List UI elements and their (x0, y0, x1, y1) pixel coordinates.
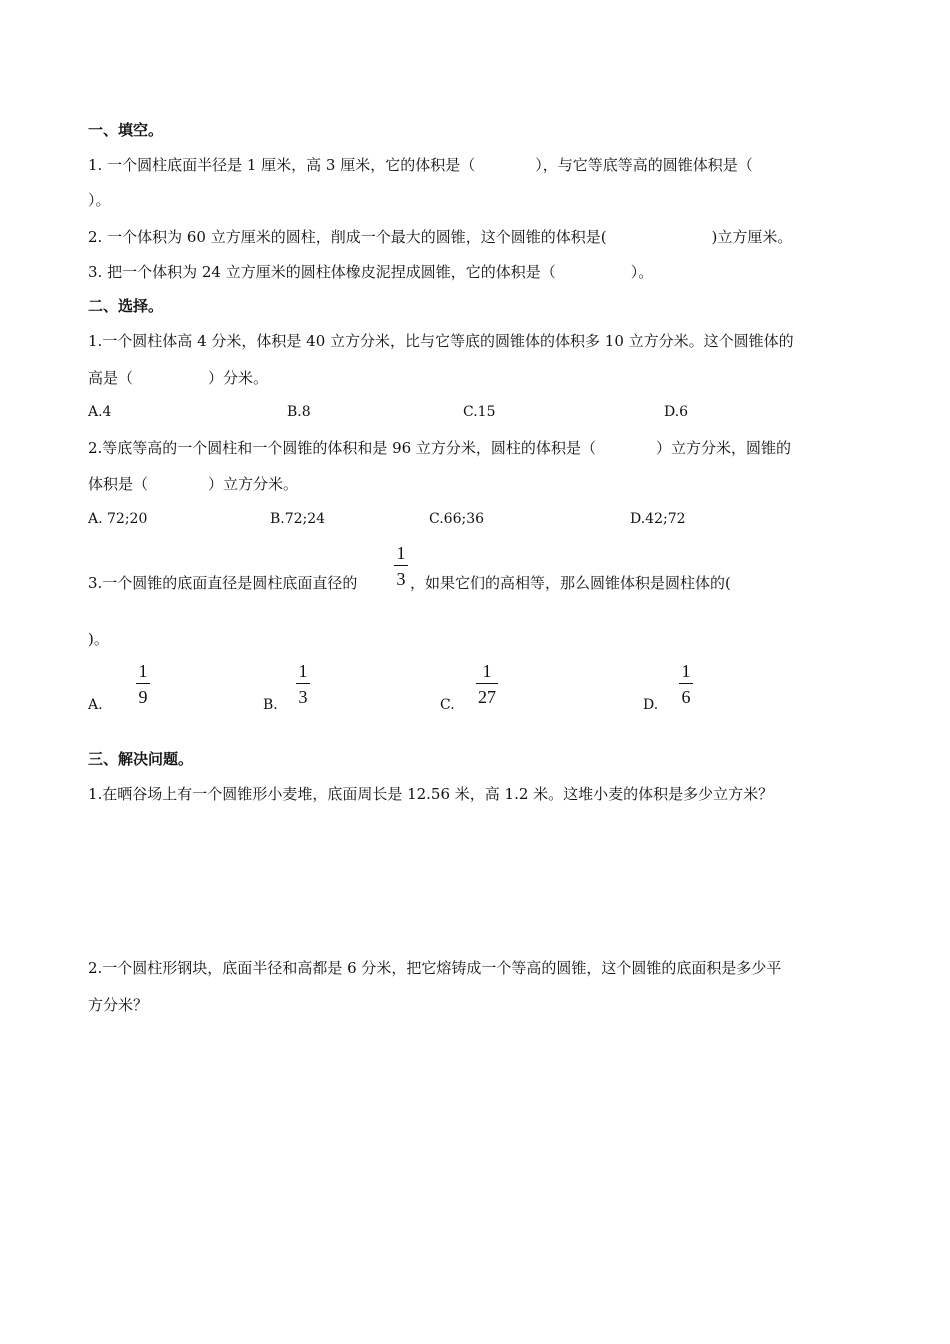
choice-q3-fraction (394, 544, 408, 588)
choice-q3-line1-end: ，如果它们的高相等，那么圆锥体积是圆柱体的( (410, 574, 731, 592)
fraction-numerator: 1 (681, 661, 691, 681)
choice-q3-line2: )。 (88, 630, 109, 648)
choice-q3-option-a-label: A. (88, 697, 103, 713)
choice-q3-option-d-fraction (679, 662, 693, 706)
fraction-numerator: 1 (298, 661, 308, 681)
fraction-denominator: 6 (681, 687, 691, 707)
choice-q3-line1-start: 3.一个圆锥的底面直径是圆柱底面直径的 (88, 574, 358, 592)
choice-q2-line1: 2.等底等高的一个圆柱和一个圆锥的体积和是 96 立方分米，圆柱的体积是（ ）立方分米，圆锥的 (88, 439, 791, 457)
fraction-denominator: 9 (138, 687, 148, 707)
fraction-bar (136, 683, 150, 684)
choice-q3-option-b-label: B. (263, 697, 278, 713)
section-1-title: 一、填空。 (88, 121, 164, 139)
fraction-denominator: 27 (478, 687, 496, 707)
fill-q2: 2. 一个体积为 60 立方厘米的圆柱，削成一个最大的圆锥，这个圆锥的体积是( )立方厘米。 (88, 228, 793, 246)
problem-q2-line1: 2.一个圆柱形钢块，底面半径和高都是 6 分米，把它熔铸成一个等高的圆锥，这个圆锥的底面积是多少平 (88, 959, 782, 977)
fraction-numerator: 1 (396, 543, 406, 563)
choice-q2-option-d: D.42;72 (630, 511, 686, 527)
choice-q1-option-b: B.8 (287, 404, 311, 420)
choice-q1-option-d: D.6 (664, 404, 689, 420)
fraction-denominator: 3 (298, 687, 308, 707)
fraction-bar (394, 565, 408, 566)
fraction-bar (679, 683, 693, 684)
choice-q3-option-a-fraction (136, 662, 150, 706)
fill-q3: 3. 把一个体积为 24 立方厘米的圆柱体橡皮泥捏成圆锥，它的体积是（ ）。 (88, 263, 654, 281)
fraction-bar (296, 683, 310, 684)
section-2-title: 二、选择。 (88, 297, 164, 315)
fill-q1-line2: ）。 (88, 191, 111, 209)
choice-q3-option-b-fraction (296, 662, 310, 706)
choice-q1-option-c: C.15 (463, 404, 496, 420)
choice-q1-line1: 1.一个圆柱体高 4 分米，体积是 40 立方分米，比与它等底的圆锥体的体积多 10 立方分米。这个圆锥体的 (88, 332, 794, 350)
choice-q3-option-c-fraction (476, 662, 498, 706)
choice-q2-line2: 体积是（ ）立方分米。 (88, 475, 299, 493)
section-3-title: 三、解决问题。 (88, 750, 194, 768)
fill-q1-line1: 1. 一个圆柱底面半径是 1 厘米，高 3 厘米，它的体积是（ ），与它等底等高的圆锥体积是（ (88, 156, 753, 174)
choice-q3-option-d-label: D. (643, 697, 659, 713)
problem-q2-line2: 方分米？ (88, 996, 149, 1014)
choice-q1-option-a: A.4 (88, 404, 112, 420)
choice-q2-option-c: C.66;36 (429, 511, 485, 527)
choice-q1-line2: 高是（ ）分米。 (88, 369, 269, 387)
fraction-numerator: 1 (138, 661, 148, 681)
choice-q3-option-c-label: C. (440, 697, 455, 713)
problem-q1: 1.在晒谷场上有一个圆锥形小麦堆，底面周长是 12.56 米，高 1.2 米。这堆小麦的体积是多少立方米？ (88, 785, 774, 803)
choice-q2-option-b: B.72;24 (270, 511, 326, 527)
fraction-numerator: 1 (482, 661, 492, 681)
fraction-bar (476, 683, 498, 684)
choice-q2-option-a: A. 72;20 (88, 511, 148, 527)
fraction-denominator: 3 (396, 569, 406, 589)
